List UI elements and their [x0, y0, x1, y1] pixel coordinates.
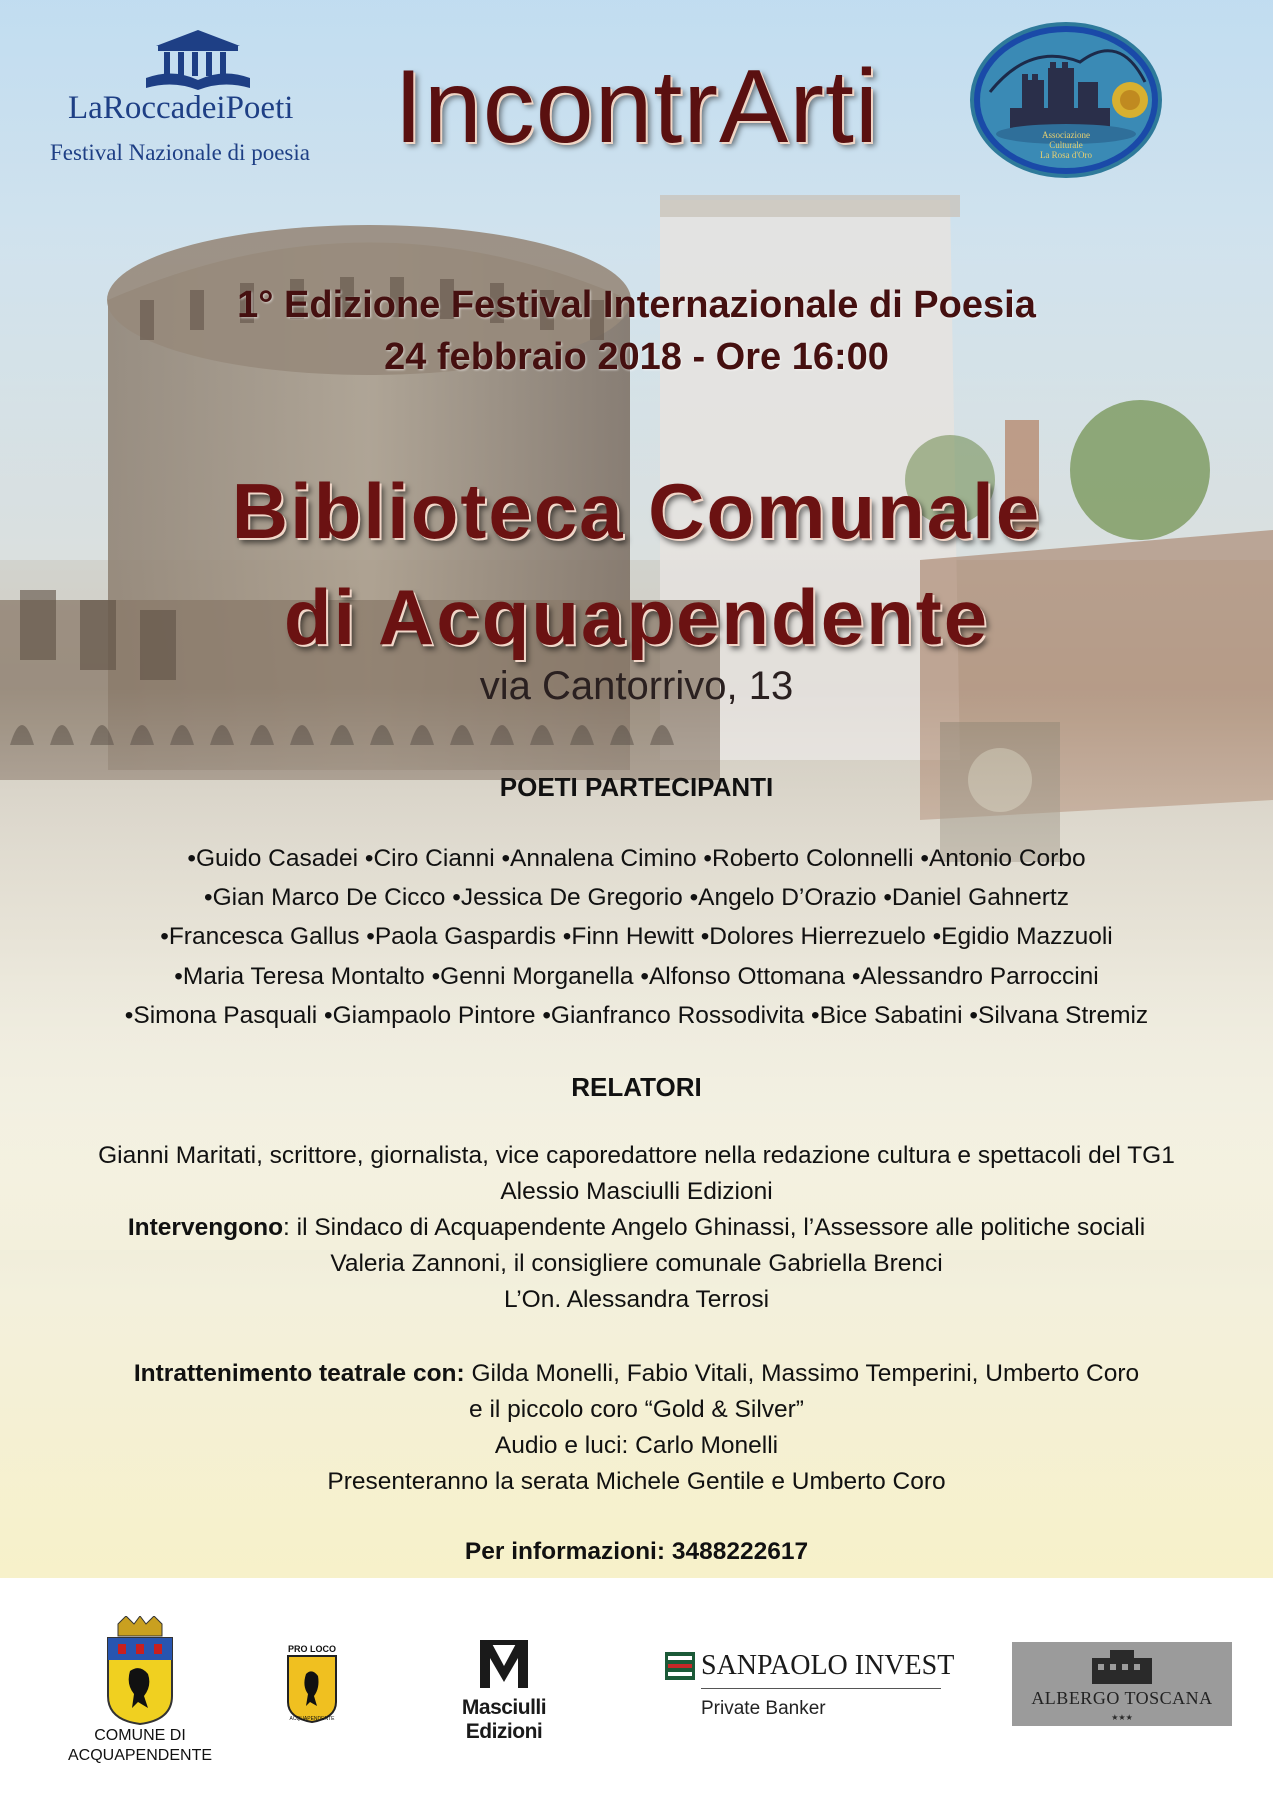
entertainment-line: e il piccolo coro “Gold & Silver” [469, 1396, 804, 1423]
svg-text:★★★: ★★★ [1111, 1713, 1133, 1722]
entertainment-label: Intrattenimento teatrale con: [133, 1360, 465, 1387]
relatori-line: Gianni Maritati, scrittore, giornalista, vice caporedattore nella redazione cultura e spettacoli del TG1 [98, 1142, 1175, 1169]
emblem-line3: La Rosa d'Oro [1039, 150, 1093, 160]
comune-logo [60, 1616, 220, 1776]
comune-name-line1: COMUNE DI [94, 1727, 186, 1744]
poets-heading: POETI PARTECIPANTI [499, 772, 774, 802]
masciulli-name: Masciulli Edizioni [461, 1696, 547, 1743]
event-datetime: 24 febbraio 2018 - Ore 16:00 [384, 336, 889, 378]
emblem-line1: Associazione [1042, 130, 1090, 140]
proloco-shield-icon [282, 1644, 342, 1724]
venue-line2: di Acquapendente [283, 573, 990, 661]
header [0, 0, 1273, 200]
venue-address: via Cantorrivo, 13 [479, 664, 794, 708]
emblem-line2: Culturale [1049, 140, 1083, 150]
page-title: IncontrArti [394, 49, 879, 165]
sanpaolo-flag-icon [665, 1652, 695, 1680]
albergo-toscana-logo [1012, 1642, 1232, 1726]
albergo-name: ALBERGO TOSCANA [1031, 1688, 1213, 1708]
comune-coat-of-arms-icon [60, 1616, 220, 1726]
relatori-line: Valeria Zannoni, il consigliere comunale Gabriella Brenci [330, 1250, 943, 1277]
proloco-logo [282, 1644, 342, 1724]
edition-title: 1° Edizione Festival Internazionale di Poesia [237, 284, 1036, 326]
entertainment-text: Gilda Monelli, Fabio Vitali, Massimo Temperini, Umberto Coro [464, 1360, 1140, 1387]
masciulli-logo [424, 1636, 584, 1743]
brand-subtitle: Festival Nazionale di poesia [50, 140, 310, 165]
poets-line: •Gian Marco De Cicco •Jessica De Gregorio •Angelo D’Orazio •Daniel Gahnertz [204, 884, 1069, 911]
masciulli-m-icon [424, 1636, 584, 1692]
entertainment-line: Audio e luci: Carlo Monelli [494, 1432, 779, 1459]
intervengono-label: Intervengono [127, 1214, 284, 1241]
intervengono-text: : il Sindaco di Acquapendente Angelo Ghinassi, l’Assessore alle politiche sociali [283, 1214, 1146, 1241]
sanpaolo-divider [701, 1688, 941, 1689]
poets-line: •Maria Teresa Montalto •Genni Morganella •Alfonso Ottomana •Alessandro Parroccini [174, 963, 1099, 990]
comune-name-line2: ACQUAPENDENTE [67, 1747, 213, 1764]
info-phone: Per informazioni: 3488222617 [464, 1538, 809, 1565]
poets-line: •Guido Casadei •Ciro Cianni •Annalena Cimino •Roberto Colonnelli •Antonio Corbo [187, 845, 1086, 872]
venue-line1: Biblioteca Comunale [231, 467, 1042, 555]
hotel-building-icon [1012, 1642, 1232, 1726]
relatori-heading: RELATORI [571, 1072, 702, 1102]
entertainment-line: Presenteranno la serata Michele Gentile e Umberto Coro [327, 1468, 946, 1495]
relatori-line: Alessio Masciulli Edizioni [500, 1178, 773, 1205]
sanpaolo-sub: Private Banker [701, 1698, 826, 1719]
sponsors-footer [0, 1578, 1273, 1800]
entertainment-line [0, 1360, 1273, 1388]
poets-line: •Francesca Gallus •Paola Gaspardis •Finn Hewitt •Dolores Hierrezuelo •Egidio Mazzuoli [160, 923, 1113, 950]
sanpaolo-invest-logo [665, 1650, 955, 1730]
intervengono-line [0, 1214, 1273, 1242]
poets-line: •Simona Pasquali •Giampaolo Pintore •Gianfranco Rossodivita •Bice Sabatini •Silvana Stremiz [124, 1002, 1149, 1029]
proloco-sub: ACQUAPENDENTE [289, 1716, 335, 1722]
brand-name: LaRoccadeiPoeti [68, 90, 294, 126]
proloco-label: PRO LOCO [287, 1644, 336, 1654]
relatori-line: L’On. Alessandra Terrosi [503, 1286, 770, 1313]
sanpaolo-name: SANPAOLO INVEST [701, 1650, 955, 1681]
la-rosa-doro-logo [970, 22, 1162, 178]
